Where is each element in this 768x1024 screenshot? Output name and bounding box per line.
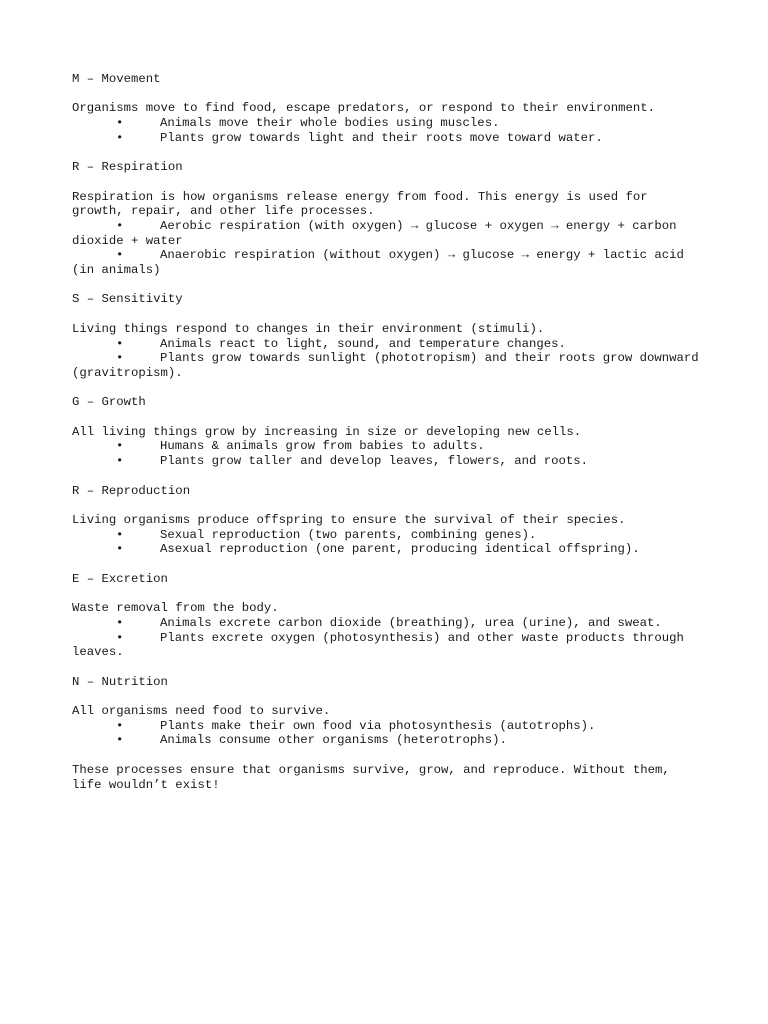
bullet-text: Anaerobic respiration (without oxygen) → glucose → energy + lactic acid (in animals)	[72, 248, 692, 278]
section-intro: Living organisms produce offspring to ensure the survival of their species.	[72, 512, 626, 527]
bullet-text: Plants excrete oxygen (photosynthesis) and other waste products through leaves.	[72, 630, 692, 660]
section	[72, 675, 702, 749]
section-heading: G – Growth	[72, 395, 146, 410]
bullet-item	[72, 454, 702, 469]
document-page	[72, 72, 707, 792]
bullet-item	[72, 116, 702, 131]
bullet-text: Plants grow towards sunlight (phototropism) and their roots grow downward (gravitropism).	[72, 351, 707, 380]
section-intro: All organisms need food to survive.	[72, 704, 331, 719]
section-heading: E – Excretion	[72, 571, 168, 586]
bullet-item	[72, 219, 702, 248]
bullet-icon: •	[116, 527, 124, 542]
bullet-text: Asexual reproduction (one parent, producing identical offspring).	[160, 542, 640, 557]
bullet-icon: •	[116, 454, 124, 469]
bullet-icon: •	[116, 248, 124, 263]
section	[72, 395, 702, 469]
section-heading: S – Sensitivity	[72, 292, 183, 307]
bullet-icon: •	[116, 733, 124, 748]
bullet-item	[72, 733, 702, 748]
bullet-icon: •	[116, 218, 124, 233]
bullet-text: Plants grow towards light and their roots move toward water.	[160, 130, 603, 145]
bullet-text: Animals excrete carbon dioxide (breathing), urea (urine), and sweat.	[160, 615, 662, 630]
bullet-item	[72, 528, 702, 543]
bullet-text: Sexual reproduction (two parents, combining genes).	[160, 527, 537, 542]
bullet-text: Plants make their own food via photosynthesis (autotrophs).	[160, 718, 596, 733]
bullet-icon: •	[116, 718, 124, 733]
section	[72, 484, 702, 558]
bullet-icon: •	[116, 116, 124, 131]
section-intro: Waste removal from the body.	[72, 601, 279, 616]
bullet-item	[72, 337, 702, 352]
section-intro: Organisms move to find food, escape predators, or respond to their environment.	[72, 101, 655, 116]
bullet-item	[72, 439, 702, 454]
bullet-text: Aerobic respiration (with oxygen) → glucose + oxygen → energy + carbon dioxide + water	[72, 218, 684, 248]
section-intro: All living things grow by increasing in size or developing new cells.	[72, 424, 582, 439]
section-heading: M – Movement	[72, 72, 161, 86]
bullet-item	[72, 131, 702, 146]
bullet-text: Humans & animals grow from babies to adults.	[160, 439, 485, 454]
bullet-item	[72, 542, 702, 557]
section-intro: Respiration is how organisms release energy from food. This energy is used for growth, repair, and other life processes.	[72, 189, 655, 219]
bullet-icon: •	[116, 630, 124, 645]
bullet-text: Animals move their whole bodies using muscles.	[160, 116, 500, 131]
section-heading: N – Nutrition	[72, 674, 168, 689]
section-heading: R – Respiration	[72, 160, 183, 175]
bullet-item	[72, 351, 707, 380]
bullet-text: Plants grow taller and develop leaves, flowers, and roots.	[160, 454, 589, 469]
bullet-text: Animals react to light, sound, and temperature changes.	[160, 336, 566, 351]
bullet-item	[72, 631, 702, 660]
section	[72, 160, 702, 278]
section-heading: R – Reproduction	[72, 483, 191, 498]
bullet-icon: •	[116, 336, 124, 351]
bullet-icon: •	[116, 439, 124, 454]
bullet-icon: •	[116, 615, 124, 630]
section	[72, 572, 702, 660]
bullet-item	[72, 616, 702, 631]
bullet-icon: •	[116, 351, 124, 366]
section-intro: Living things respond to changes in their environment (stimuli).	[72, 321, 545, 336]
bullet-text: Animals consume other organisms (heterotrophs).	[160, 733, 507, 748]
section	[72, 292, 707, 380]
closing-paragraph: These processes ensure that organisms survive, grow, and reproduce. Without them, life wouldn’t exist!	[72, 762, 678, 792]
sections-container	[72, 72, 707, 748]
bullet-item	[72, 248, 702, 277]
bullet-item	[72, 719, 702, 734]
bullet-icon: •	[116, 130, 124, 145]
bullet-icon: •	[116, 542, 124, 557]
section	[72, 72, 702, 146]
